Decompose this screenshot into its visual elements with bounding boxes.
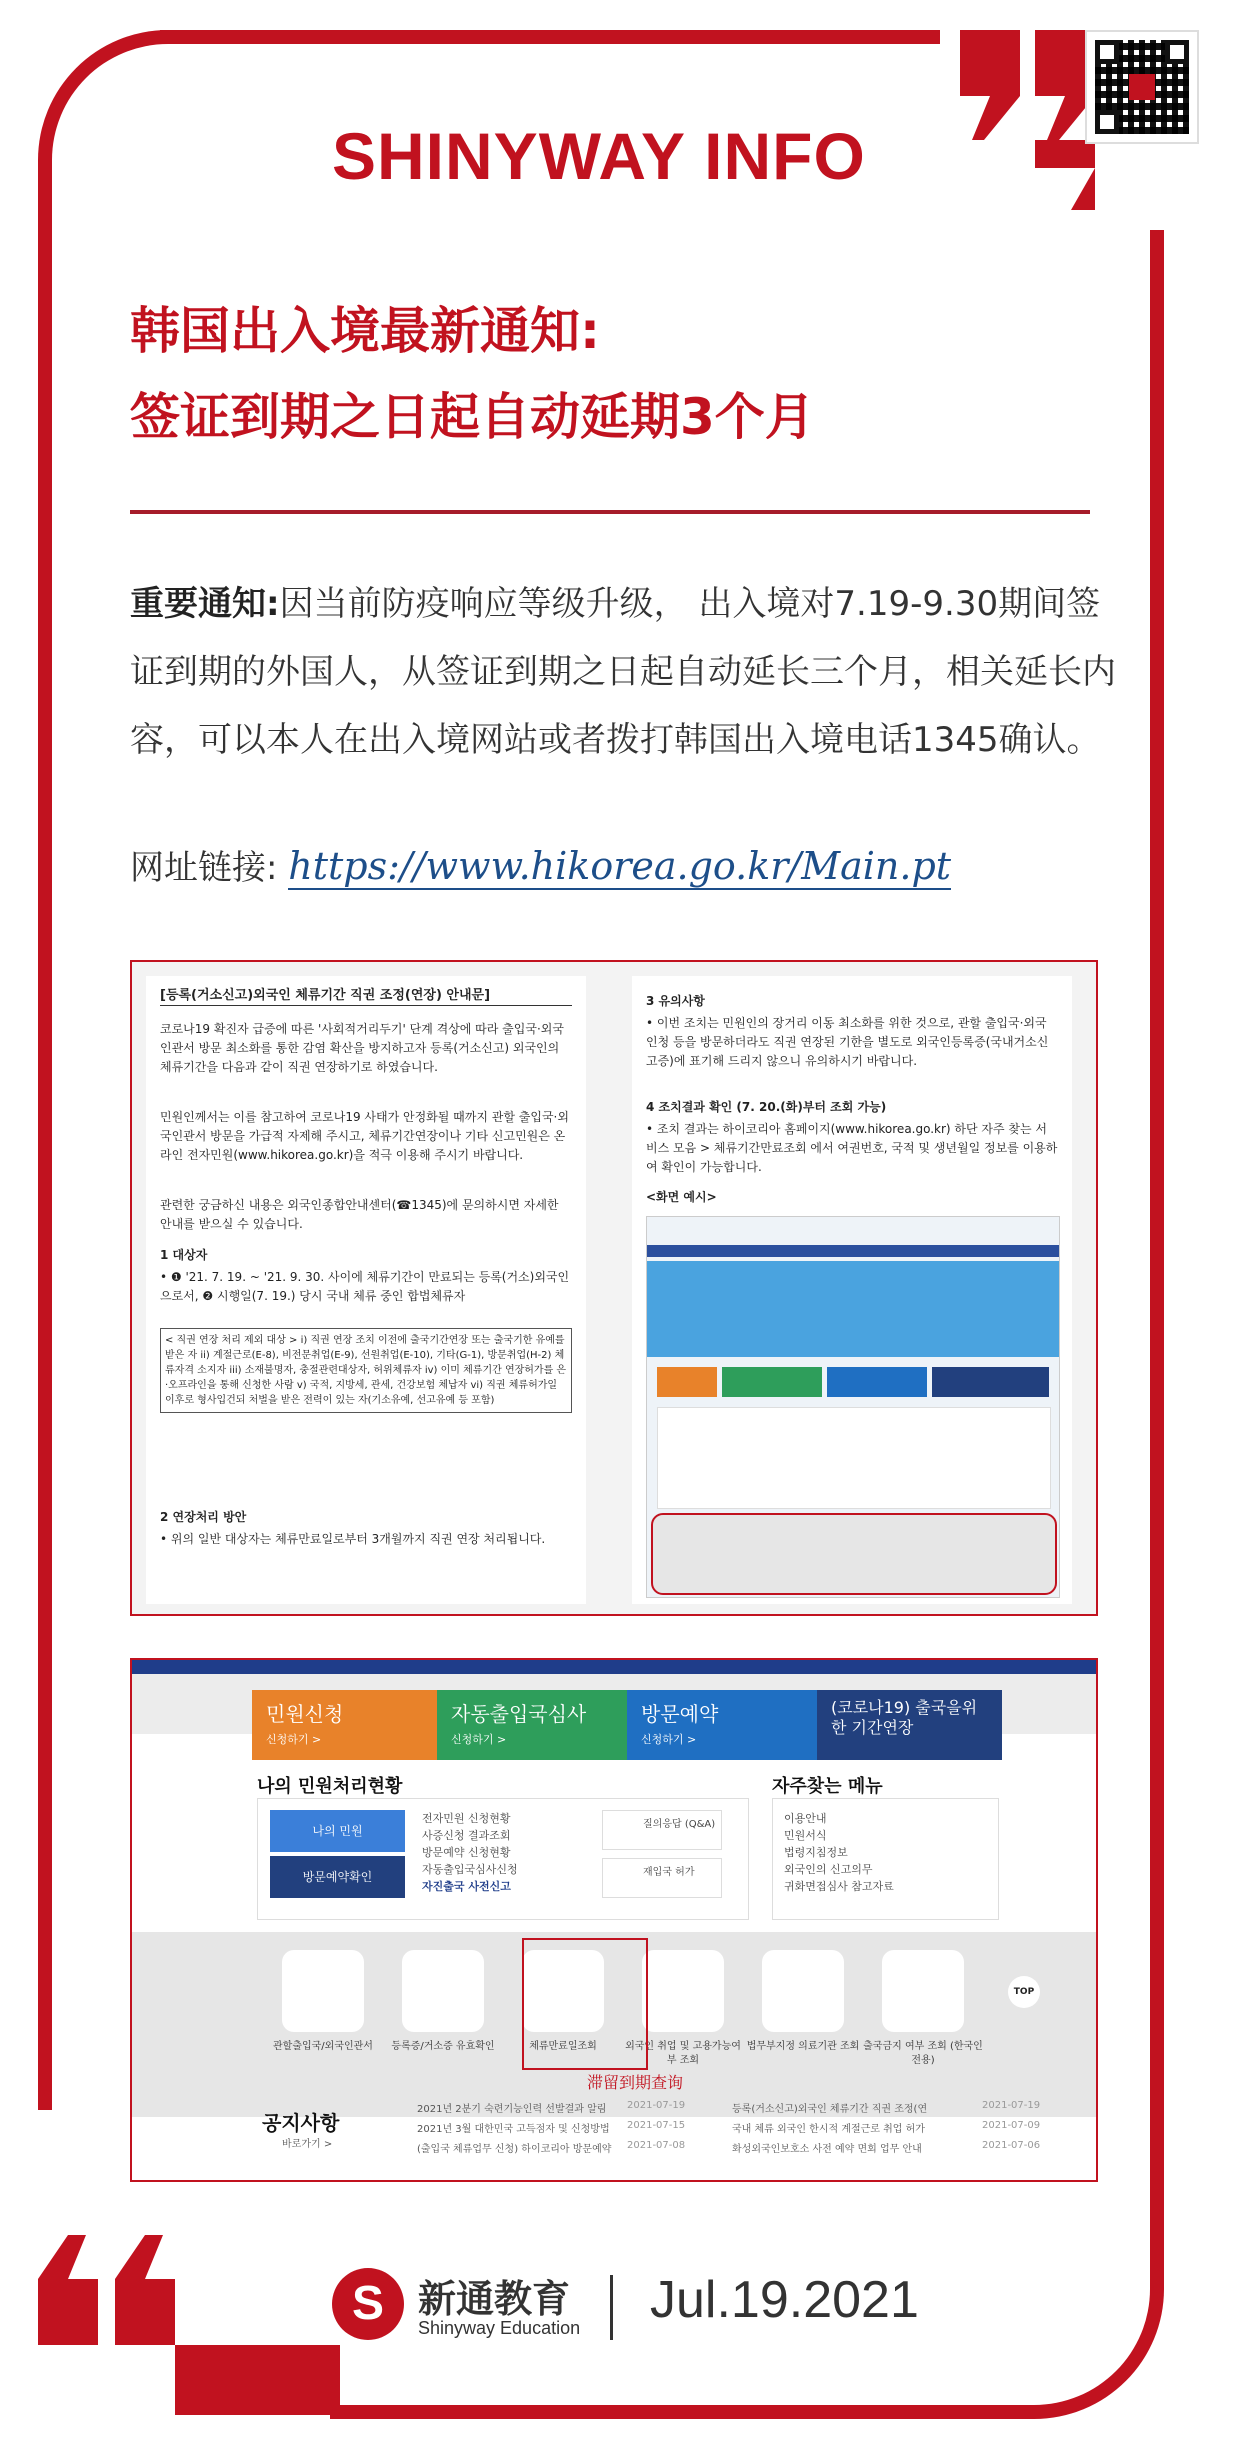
tile-sub: 신청하기 > <box>641 1733 697 1746</box>
middle-item-3[interactable]: 방문예약 신청현황 <box>422 1846 511 1859</box>
tile-title: 민원신청 <box>266 1702 344 1726</box>
middle-item-1[interactable]: 전자민원 신청현황 <box>422 1812 511 1825</box>
doc-section-2-text: • 위의 일반 대상자는 체류만료일로부터 3개월까지 직권 연장 처리됩니다. <box>160 1532 546 1546</box>
my-login-button[interactable]: 나의 민원 <box>270 1810 405 1852</box>
icon-label-4: 외국인 취업 및 고용가능여부 조회 <box>625 2041 741 2066</box>
notice-right-1[interactable]: 등록(거소신고)외국인 체류기간 직권 조정(연 <box>732 2104 928 2115</box>
doc-example-thumbnail <box>646 1216 1060 1598</box>
brand-name-en: Shinyway Education <box>418 2318 581 2338</box>
medical-icon[interactable] <box>762 1950 844 2032</box>
freq-menu-title: 자주찾는 메뉴 <box>772 1776 883 1797</box>
freq-item-1[interactable]: 이용안내 <box>784 1812 827 1825</box>
notice-body: 因当前防疫响应等级升级， 出入境对7.19-9.30期间签证到期的外国人，从签证到期之日起自动延长三个月，相关延长内容，可以本人在出入境网站或者拨打韩国出入境电话1345确认。 <box>130 584 1116 760</box>
top-button[interactable]: TOP <box>1008 1976 1040 2008</box>
site-header-bar <box>132 1660 1096 1674</box>
notice-left-1[interactable]: 2021년 2분기 숙련기능인력 선발결과 알림 <box>417 2104 607 2115</box>
doc-section-3-text: • 이번 조치는 민원인의 장거리 이동 최소화를 위한 것으로, 관할 출입국·외국인청 등을 방문하더라도 직권 연장된 기한을 별도로 외국인등록증(국내거소신고증)에 표기해 드리지 않으니 유의하시기 바랍니다. <box>646 1016 1049 1068</box>
tile-title: (코로나19) 출국을위한 기간연장 <box>831 1698 978 1737</box>
doc-section-4: 4 조치결과 확인 (7. 20.(화)부터 조회 가능) <box>646 1100 887 1114</box>
notice-right-2[interactable]: 국내 체류 외국인 한시적 계절근로 취업 허가 <box>732 2124 925 2135</box>
doc-section-2: 2 연장처리 방안 <box>160 1510 247 1524</box>
notice-left-3[interactable]: (출입국 체류업무 신청) 하이코리아 방문예약 <box>417 2144 612 2155</box>
person-icon[interactable] <box>642 1950 724 2032</box>
notice-right-1-date: 2021-07-19 <box>982 2100 1041 2111</box>
notice-paragraph <box>130 570 1120 774</box>
hikorea-link[interactable]: https://www.hikorea.go.kr/Main.pt <box>288 844 952 888</box>
frame-top-line <box>160 30 940 44</box>
brand-name-cn: 新通教育 <box>418 2277 571 2321</box>
doc-section-4-text: • 조치 결과는 하이코리아 홈페이지(www.hikorea.go.kr) 하단 자주 찾는 서비스 모음 > 체류기간만료조회 에서 여권번호, 국적 및 생년월일 정보를 이용하여 확인이 가능합니다. <box>646 1122 1058 1174</box>
doc-title: [등록(거소신고)외국인 체류기간 직권 조정(연장) 안내문] <box>160 986 572 1006</box>
divider <box>130 510 1090 514</box>
frame-corner-bottom-right <box>1004 2259 1164 2419</box>
tile-title: 자동출입국심사 <box>451 1702 587 1726</box>
visit-check-button[interactable]: 방문예약확인 <box>270 1856 405 1898</box>
tile-visit-reservation[interactable] <box>627 1690 817 1760</box>
reentry-button[interactable]: 재입국 허가 <box>602 1858 722 1898</box>
headline <box>130 288 1130 460</box>
frame-corner-top-left <box>38 30 198 190</box>
icon-label-5: 법무부지정 의료기관 조회 <box>746 2041 860 2052</box>
expiry-query-highlight <box>522 1938 648 2070</box>
tile-sub: 신청하기 > <box>266 1733 322 1746</box>
headline-line-2: 签证到期之日起自动延期3个月 <box>130 388 815 446</box>
doc-section-1-text: • ❶ '21. 7. 19. ~ '21. 9. 30. 사이에 체류기간이 만료되는 등록(거소)외국인으로서, ❷ 시행일(7. 19.) 당시 국내 체류 중인 합법체류자 <box>160 1270 570 1303</box>
my-status-title: 나의 민원처리현황 <box>257 1776 403 1797</box>
link-label: 网址链接: <box>130 848 278 888</box>
frame-right-line <box>1150 230 1164 2270</box>
publish-date: Jul.19.2021 <box>650 2271 919 2329</box>
icon-label-3: 체류만료일조회 <box>529 2041 597 2052</box>
doc-exclusion-box: < 직권 연장 처리 제외 대상 > i) 직권 연장 조치 이전에 출국기간연장 또는 출국기한 유예를 받은 자 ii) 계절근로(E-8), 비전문취업(E-9), 선원취업(E-10), 기타(G-1), 방문취업(H-2) 체류자격 소지자 iii) 소재불명자, 충절관련대상자, 허위체류자 iv) 이미 체류기간 연장허가를 은·오프라인을 통해 신청한 사람 v) 국적, 지방세, 관세, 건강보험 체납자 vi) 직권 체류허가일 이후로 형사입건되 처벌을 받은 전력이 있는 자(기소유예, 선고유예 등 포함) <box>160 1328 572 1413</box>
notice-right-3[interactable]: 화성외국인보호소 사전 예약 면회 업무 안내 <box>732 2144 922 2155</box>
notice-title: 공지사항 <box>262 2111 340 2135</box>
doc-paragraph-1: 코로나19 확진자 급증에 따른 '사회적거리두기' 단계 격상에 따라 출입국·외국인관서 방문 최소화를 통한 감염 확산을 방지하고자 등록(거소신고) 외국인의 체류기간을 다음과 같이 직권 연장하기로 하였습니다. <box>160 1022 564 1074</box>
tile-sub: 신청하기 > <box>451 1733 507 1746</box>
brand-title: SHINYWAY INFO <box>332 119 866 193</box>
qr-logo-icon <box>1129 74 1155 100</box>
notice-left-2[interactable]: 2021년 3월 대한민국 고득점자 및 신청방법 <box>417 2124 610 2135</box>
frame-bottom-line <box>330 2405 1030 2419</box>
tile-auto-immigration[interactable] <box>437 1690 627 1760</box>
card-icon[interactable] <box>402 1950 484 2032</box>
doc-section-1: 1 대상자 <box>160 1248 208 1262</box>
globe-icon[interactable] <box>282 1950 364 2032</box>
middle-item-5[interactable]: 자진출국 사전신고 <box>422 1880 511 1893</box>
middle-item-4[interactable]: 자동출입국심사신청 <box>422 1863 518 1876</box>
notice-left-3-date: 2021-07-08 <box>627 2140 686 2151</box>
notice-more-link[interactable]: 바로가기 > <box>282 2139 333 2150</box>
freq-item-5[interactable]: 귀화면접심사 참고자료 <box>784 1880 894 1893</box>
notice-right-3-date: 2021-07-06 <box>982 2140 1041 2151</box>
notice-lead: 重要通知: <box>130 584 280 624</box>
document-screenshot <box>130 960 1098 1616</box>
expiry-query-label: 滞留到期查询 <box>587 2073 684 2092</box>
qa-button[interactable]: 질의응답 (Q&A) <box>602 1810 722 1850</box>
tile-title: 방문예약 <box>641 1702 719 1726</box>
doc-paragraph-3: 관련한 궁금하신 내용은 외국인종합안내센터(☎1345)에 문의하시면 자세한 안내를 받으실 수 있습니다. <box>160 1198 559 1231</box>
icon-label-6: 출국금지 여부 조회 (한국인 전용) <box>863 2041 983 2066</box>
shinyway-logo-letter: S <box>351 2277 384 2330</box>
link-line <box>130 840 951 889</box>
freq-item-4[interactable]: 외국인의 신고의무 <box>784 1863 873 1876</box>
icon-label-1: 관할출입국/외국인관서 <box>273 2041 373 2052</box>
middle-item-2[interactable]: 사증신청 결과조회 <box>422 1829 511 1842</box>
tile-civil-application[interactable] <box>252 1690 437 1760</box>
notice-left-2-date: 2021-07-15 <box>627 2120 686 2131</box>
headline-line-1: 韩国出入境最新通知: <box>130 302 600 360</box>
search-globe-icon[interactable] <box>882 1950 964 2032</box>
freq-item-3[interactable]: 법령지침정보 <box>784 1846 848 1859</box>
website-screenshot <box>130 1658 1098 2182</box>
qr-code <box>1085 30 1199 144</box>
footer-separator <box>610 2275 613 2340</box>
tile-covid-extension[interactable] <box>817 1690 1002 1760</box>
freq-item-2[interactable]: 민원서식 <box>784 1829 827 1842</box>
notice-right-2-date: 2021-07-09 <box>982 2120 1041 2131</box>
notice-left-1-date: 2021-07-19 <box>627 2100 686 2111</box>
doc-section-3: 3 유의사항 <box>646 994 705 1008</box>
icon-label-2: 등록증/거소증 유효확인 <box>391 2041 495 2052</box>
document-page-left <box>146 976 586 1604</box>
doc-paragraph-2: 민원인께서는 이를 참고하여 코로나19 사태가 안정화될 때까지 관할 출입국·외국인관서 방문을 가급적 자제해 주시고, 체류기간연장이나 기타 신고민원은 온라인 전자민원(www.hikorea.go.kr)을 적극 이용해 주시기 바랍니다. <box>160 1110 569 1162</box>
frame-left-line <box>38 160 52 2110</box>
document-page-right <box>632 976 1072 1604</box>
doc-example-label: <화면 예시> <box>646 1190 717 1204</box>
